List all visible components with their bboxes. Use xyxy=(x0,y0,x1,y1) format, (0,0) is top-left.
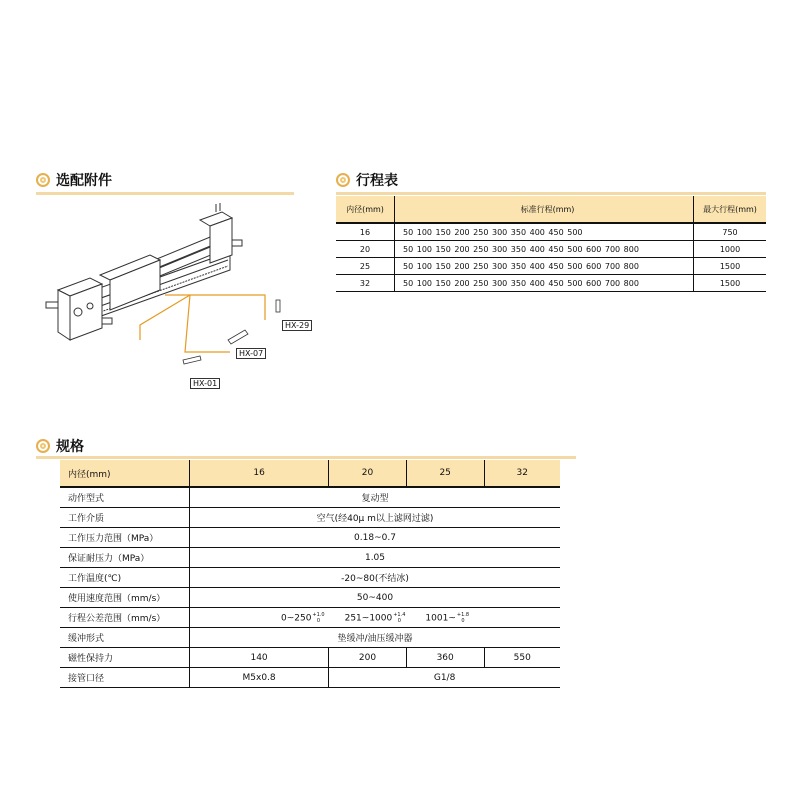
accessories-rule xyxy=(36,192,294,195)
table-row xyxy=(60,628,560,648)
stroke-heading xyxy=(336,170,398,190)
stroke-header-bore: 内径(mm) xyxy=(336,196,395,223)
tolerance-fraction-1: +1.0 0 xyxy=(312,611,325,624)
spec-header-label: 内径(mm) xyxy=(60,460,190,487)
table-row xyxy=(60,528,560,548)
stroke-max: 1500 xyxy=(694,275,767,292)
stroke-max: 1500 xyxy=(694,258,767,275)
table-row xyxy=(336,275,766,292)
spec-value: 垫缓冲/油压缓冲器 xyxy=(190,628,561,648)
tolerance-fraction-3: +1.8 0 xyxy=(456,611,470,624)
spec-label: 工作压力范围（MPa） xyxy=(60,528,190,548)
spec-value: 0.18~0.7 xyxy=(190,528,561,548)
stroke-header-row xyxy=(336,196,766,223)
part-label-hx-07: HX-07 xyxy=(236,348,266,359)
ring-bullet-icon xyxy=(36,439,50,453)
spec-label: 行程公差范围（mm/s） xyxy=(60,608,190,628)
part-label-hx-01: HX-01 xyxy=(190,378,220,389)
stroke-rule xyxy=(336,192,766,195)
table-row xyxy=(336,241,766,258)
spec-value: 空气(经40μ m以上滤网过滤) xyxy=(190,508,561,528)
spec-heading xyxy=(36,436,84,456)
spec-value: 1.05 xyxy=(190,548,561,568)
spec-value: M5x0.8 xyxy=(190,668,329,688)
spec-label: 工作温度(℃) xyxy=(60,568,190,588)
spec-label: 使用速度范围（mm/s） xyxy=(60,588,190,608)
spec-value: 140 xyxy=(190,648,329,668)
table-row xyxy=(60,568,560,588)
stroke-max: 1000 xyxy=(694,241,767,258)
part-label-hx-29: HX-29 xyxy=(282,320,312,331)
stroke-max: 750 xyxy=(694,223,767,241)
tolerance-range-2: 251~1000 xyxy=(344,613,393,623)
spec-rule xyxy=(36,456,576,459)
tolerance-range-3: 1001~ xyxy=(425,613,456,623)
spec-header-bore: 32 xyxy=(484,460,560,487)
spec-header-row xyxy=(60,460,560,487)
stroke-bore: 20 xyxy=(336,241,395,258)
spec-table xyxy=(60,460,560,688)
spec-header-bore: 20 xyxy=(329,460,407,487)
spec-label: 磁性保持力 xyxy=(60,648,190,668)
spec-value-tolerance xyxy=(190,608,561,628)
spec-value: 复动型 xyxy=(190,487,561,508)
table-row xyxy=(60,487,560,508)
stroke-title: 行程表 xyxy=(356,173,398,189)
stroke-standard: 50 100 150 200 250 300 350 400 450 500 600 700 800 xyxy=(395,258,694,275)
table-row xyxy=(60,588,560,608)
stroke-standard: 50 100 150 200 250 300 350 400 450 500 600 700 800 xyxy=(395,241,694,258)
table-row xyxy=(60,548,560,568)
table-row xyxy=(336,223,766,241)
table-row xyxy=(60,508,560,528)
stroke-header-standard: 标准行程(mm) xyxy=(395,196,694,223)
spec-header-bore: 25 xyxy=(406,460,484,487)
ring-bullet-icon xyxy=(36,173,50,187)
stroke-bore: 25 xyxy=(336,258,395,275)
stroke-standard: 50 100 150 200 250 300 350 400 450 500 xyxy=(395,223,694,241)
table-row xyxy=(60,648,560,668)
spec-value: 360 xyxy=(406,648,484,668)
spec-value: 200 xyxy=(329,648,407,668)
ring-bullet-icon xyxy=(336,173,350,187)
accessories-title: 选配附件 xyxy=(56,173,112,189)
spec-value: -20~80(不结冰) xyxy=(190,568,561,588)
tolerance-range-1: 0~250 xyxy=(280,613,312,623)
table-row xyxy=(60,608,560,628)
stroke-standard: 50 100 150 200 250 300 350 400 450 500 600 700 800 xyxy=(395,275,694,292)
spec-label: 动作型式 xyxy=(60,487,190,508)
table-row xyxy=(60,668,560,688)
cylinder-illustration xyxy=(40,200,320,400)
tolerance-fraction-2: +1.4 0 xyxy=(393,611,406,624)
spec-value: G1/8 xyxy=(329,668,560,688)
spec-label: 接管口径 xyxy=(60,668,190,688)
stroke-bore: 16 xyxy=(336,223,395,241)
spec-value: 550 xyxy=(484,648,560,668)
spec-value: 50~400 xyxy=(190,588,561,608)
stroke-bore: 32 xyxy=(336,275,395,292)
spec-title: 规格 xyxy=(56,439,84,455)
accessories-heading xyxy=(36,170,112,190)
spec-label: 保证耐压力（MPa） xyxy=(60,548,190,568)
spec-header-bore: 16 xyxy=(190,460,329,487)
spec-label: 缓冲形式 xyxy=(60,628,190,648)
table-row xyxy=(336,258,766,275)
spec-label: 工作介质 xyxy=(60,508,190,528)
stroke-header-max: 最大行程(mm) xyxy=(694,196,767,223)
stroke-table xyxy=(336,196,766,292)
